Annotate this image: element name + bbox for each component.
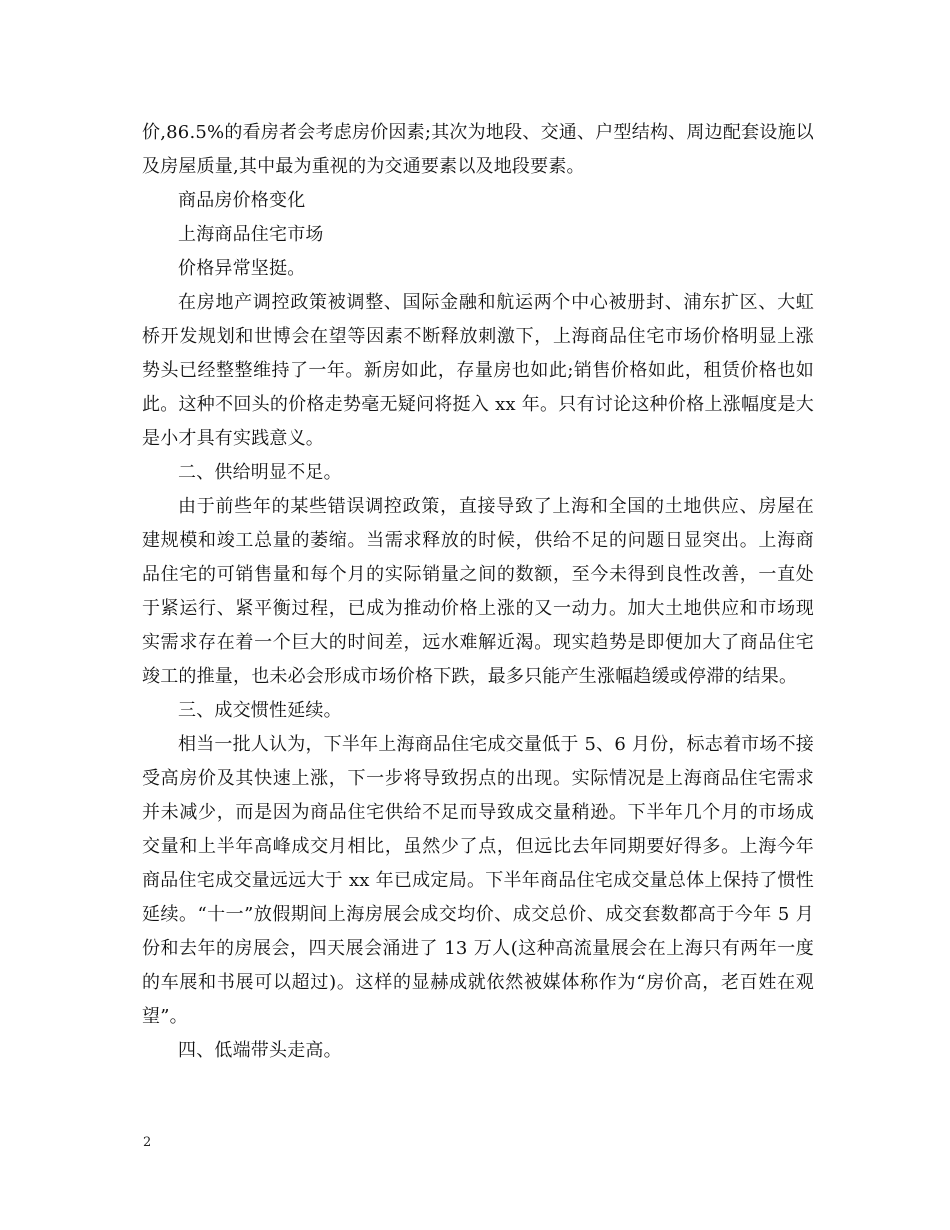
section-heading: 上海商品住宅市场	[178, 224, 324, 245]
paragraph: 在房地产调控政策被调整、国际金融和航运两个中心被册封、浦东扩区、大虹桥开发规划和世博会在望等因素不断释放刺激下，上海商品住宅市场价格明显上涨势头已经整整维持了一年。新房如此，存量房也如此;销售价格如此，租赁价格也如此。这种不回头的价格走势毫无疑问将挺入 xx 年。只有讨论这种价格上涨幅度是大是小才具有实践意义。	[142, 292, 814, 449]
paragraph: 由于前些年的某些错误调控政策，直接导致了上海和全国的土地供应、房屋在建规模和竣工总量的萎缩。当需求释放的时候，供给不足的问题日显突出。上海商品住宅的可销售量和每个月的实际销量之间的数额，至今未得到良性改善，一直处于紧运行、紧平衡过程，已成为推动价格上涨的又一动力。加大土地供应和市场现实需求存在着一个巨大的时间差，远水难解近渴。现实趋势是即便加大了商品住宅竣工的推量，也未必会形成市场价格下跌，最多只能产生涨幅趋缓或停滞的结果。	[142, 496, 814, 687]
document-body	[142, 116, 814, 1068]
section-heading: 价格异常坚挺。	[178, 258, 306, 279]
section-heading: 三、成交惯性延续。	[178, 700, 342, 721]
paragraph: 相当一批人认为，下半年上海商品住宅成交量低于 5、6 月份，标志着市场不接受高房价及其快速上涨，下一步将导致拐点的出现。实际情况是上海商品住宅需求并未减少，而是因为商品住宅供给不足而导致成交量稍逊。下半年几个月的市场成交量和上半年高峰成交月相比，虽然少了点，但远比去年同期要好得多。上海今年商品住宅成交量远远大于 xx 年已成定局。下半年商品住宅成交量总体上保持了惯性延续。“十一”放假期间上海房展会成交均价、成交总价、成交套数都高于今年 5 月份和去年的房展会，四天展会涌进了 13 万人(这种高流量展会在上海只有两年一度的车展和书展可以超过)。这样的显赫成就依然被媒体称作为“房价高，老百姓在观望”。	[142, 734, 814, 1027]
paragraph: 价,86.5%的看房者会考虑房价因素;其次为地段、交通、户型结构、周边配套设施以及房屋质量,其中最为重视的为交通要素以及地段要素。	[142, 122, 814, 177]
section-heading: 四、低端带头走高。	[178, 1040, 342, 1061]
page-number: 2	[143, 1135, 152, 1150]
section-heading: 商品房价格变化	[178, 190, 306, 211]
section-heading: 二、供给明显不足。	[178, 462, 342, 483]
